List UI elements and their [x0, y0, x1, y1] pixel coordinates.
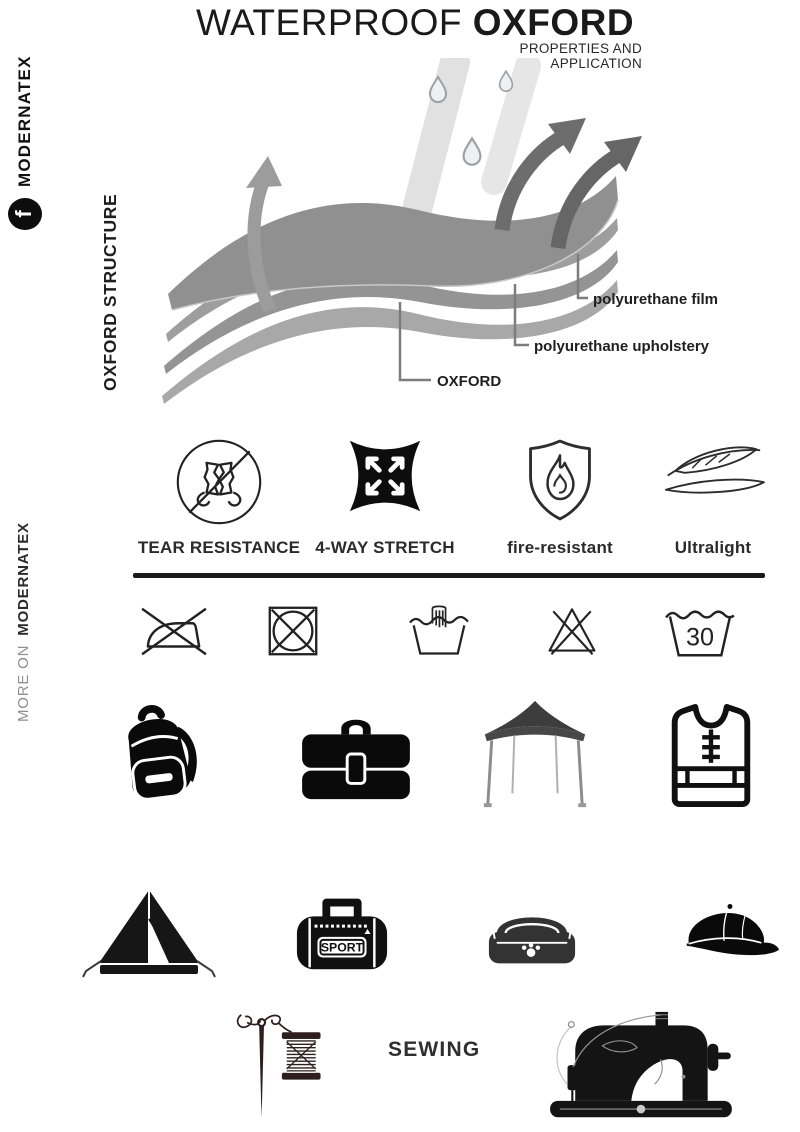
property-fire-resistant [486, 436, 634, 558]
property-tear-resistance [137, 436, 301, 558]
application-briefcase [296, 702, 416, 808]
facebook-letter: f [11, 210, 36, 218]
wash-temperature: 30 [686, 623, 714, 652]
property-label: TEAR RESISTANCE [137, 538, 301, 557]
do-not-iron-icon [137, 601, 211, 661]
brand-name: MODERNATEX [15, 55, 34, 187]
do-not-bleach-icon [541, 601, 603, 659]
layer-label-film: polyurethane film [593, 291, 719, 308]
sewing-needle-thread [228, 1008, 328, 1126]
title-bold-part: OXFORD [472, 2, 635, 43]
sewing-label: SEWING [388, 1038, 481, 1061]
camping-tent-icon [79, 885, 219, 985]
sport-bag-label: SPORT [320, 940, 364, 955]
facebook-icon [8, 198, 42, 230]
section-divider [133, 573, 765, 578]
application-backpack [98, 692, 222, 818]
property-ultralight [646, 436, 780, 558]
fabric-layers-diagram [150, 58, 760, 408]
property-4-way-stretch [308, 436, 462, 558]
ultralight-feather-icon [656, 436, 770, 502]
page-subtitle: PROPERTIES AND APPLICATION [519, 41, 642, 71]
canopy-tent-icon [475, 695, 595, 815]
page-title [30, 2, 800, 44]
layer-label-oxford: OXFORD [437, 373, 502, 390]
application-canopy-tent [474, 694, 596, 816]
sewing-machine-icon [537, 1009, 743, 1125]
sewing-machine [536, 1008, 744, 1126]
baseball-cap-icon [673, 899, 783, 967]
title-regular-part: WATERPROOF [195, 2, 462, 43]
do-not-tumble-dry-icon [263, 601, 323, 661]
brand-rail [8, 55, 42, 230]
more-on-brand: MODERNATEX [15, 522, 32, 636]
fire-resistant-icon [522, 436, 598, 524]
application-vest [658, 698, 764, 812]
section-label-oxford-structure: OXFORD STRUCTURE [100, 193, 120, 391]
sport-duffel-bag-icon [293, 888, 391, 976]
layer-label-upholstery: polyurethane upholstery [534, 338, 710, 355]
pet-bed-icon [485, 899, 579, 969]
hand-wash-icon [405, 601, 473, 661]
tear-resistance-icon [173, 436, 265, 528]
application-baseball-cap [672, 898, 784, 968]
wash-30-icon [660, 601, 740, 663]
property-label: Ultralight [674, 538, 752, 557]
application-camping-tent [78, 884, 220, 986]
application-sport-bag [292, 886, 392, 978]
more-on-prefix: MORE ON [15, 644, 32, 722]
vest-icon [660, 700, 762, 810]
briefcase-icon [298, 707, 414, 803]
application-pet-bed [484, 898, 580, 970]
property-label: fire-resistant [507, 538, 613, 557]
backpack-icon [101, 694, 219, 816]
property-label: 4-WAY STRETCH [315, 538, 455, 557]
more-on-rail [15, 522, 32, 722]
needle-and-thread-icon [229, 1009, 327, 1125]
four-way-stretch-icon [345, 436, 425, 516]
fabric-layers [162, 176, 618, 404]
